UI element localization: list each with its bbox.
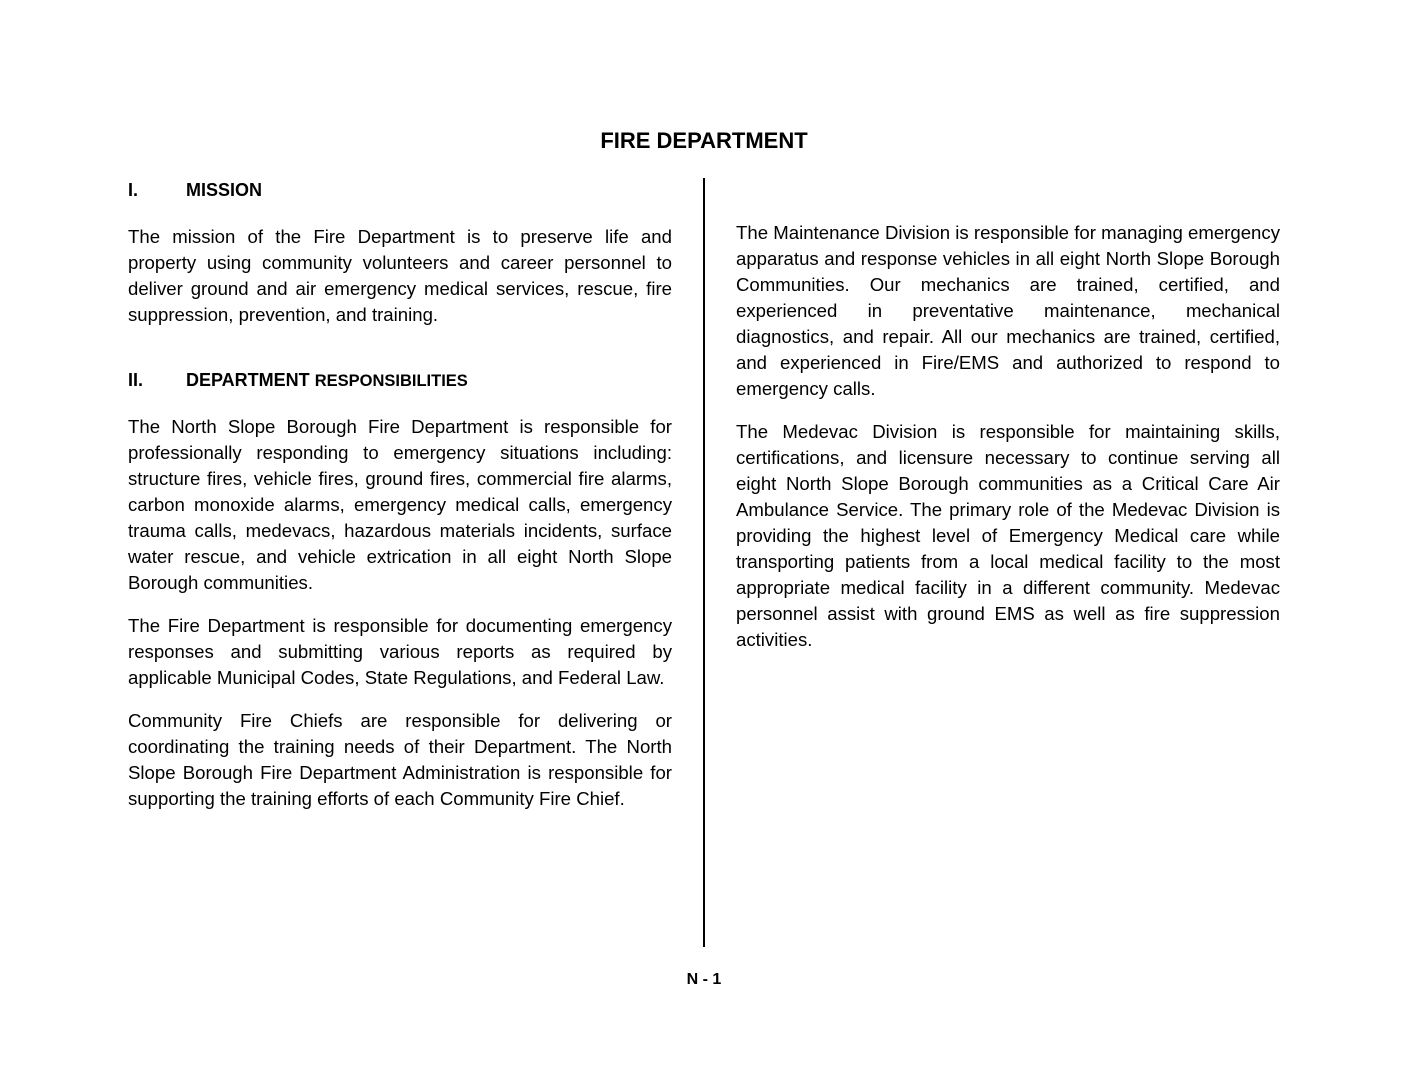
mission-paragraph: The mission of the Fire Department is to preserve life and property using community volunteers and career personnel to deliver ground and air emergency medical services, rescue, fire suppression, prevention, and training.	[128, 226, 672, 325]
responsibilities-paragraph: The North Slope Borough Fire Department is responsible for professionally responding to emergency situations including: structure fires, vehicle fires, ground fires, commercial fire alarms, carbon monoxide alarms, emergency medical calls, emergency trauma calls, medevacs, hazardous materials incidents, surface water rescue, and vehicle extrication in all eight North Slope Borough communities.	[128, 416, 672, 593]
training-paragraph: Community Fire Chiefs are responsible for delivering or coordinating the training needs of their Department. The North Slope Borough Fire Department Administration is responsible for supporting the training efforts of each Community Fire Chief.	[128, 710, 672, 809]
section-number: I.	[128, 180, 139, 200]
page-title: FIRE DEPARTMENT	[600, 128, 808, 153]
section-heading-responsibilities	[128, 366, 672, 394]
medevac-division-paragraph: The Medevac Division is responsible for maintaining skills, certifications, and licensure necessary to continue serving all eight North Slope Borough communities as a Critical Care Air Ambulance Service. The primary role of the Medevac Division is providing the highest level of Emergency Medical care while transporting patients from a local medical facility to the most appropriate medical facility in a different community. Medevac personnel assist with ground EMS as well as fire suppression activities.	[736, 421, 1280, 650]
column-divider	[703, 178, 705, 947]
left-column	[128, 176, 672, 812]
section-title	[186, 367, 468, 394]
maintenance-division-paragraph: The Maintenance Division is responsible for managing emergency apparatus and response vehicles in all eight North Slope Borough Communities. Our mechanics are trained, certified, and experienced in preventative maintenance, mechanical diagnostics, and repair. All our mechanics are trained, certified, and experienced in Fire/EMS and authorized to respond to emergency calls.	[736, 222, 1280, 399]
documentation-paragraph: The Fire Department is responsible for documenting emergency responses and submitting various reports as required by applicable Municipal Codes, State Regulations, and Federal Law.	[128, 615, 672, 688]
section-title-main: DEPARTMENT	[186, 369, 310, 390]
section-title: MISSION	[186, 180, 263, 200]
right-column	[736, 220, 1280, 653]
section-title-rest: RESPONSIBILITIES	[314, 371, 468, 390]
section-heading-mission	[128, 176, 672, 204]
section-number: II.	[128, 370, 144, 390]
page-number: N - 1	[686, 971, 722, 988]
